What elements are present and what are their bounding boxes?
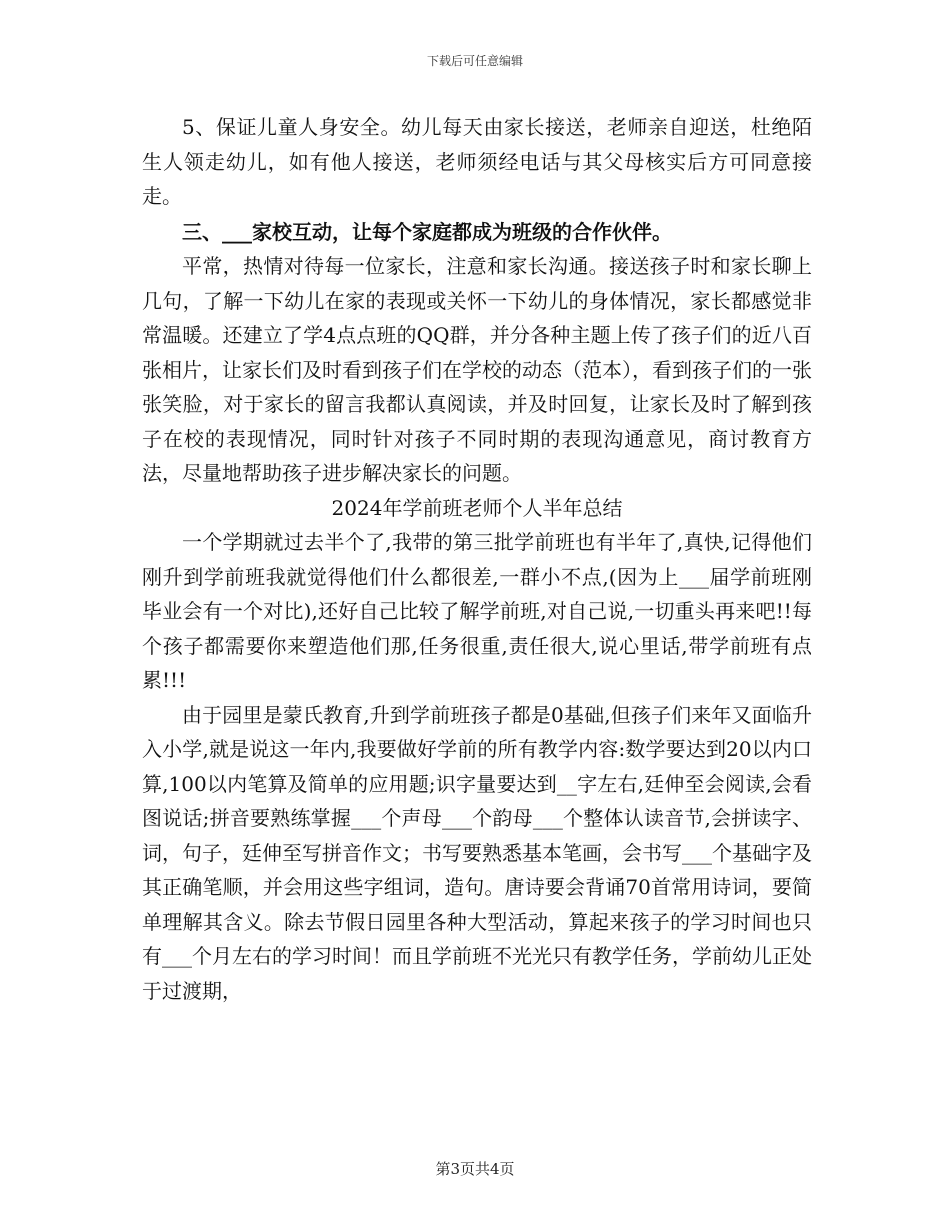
document-body — [142, 110, 812, 1008]
paragraph-parent-communication: 平常，热情对待每一位家长，注意和家长沟通。接送孩子时和家长聊上几句，了解一下幼儿在家的表现或关怀一下幼儿的身体情况，家长都感觉非常温暖。还建立了学4点点班的QQ群，并分各种主题上传了孩子们的近八百张相片，让家长们及时看到孩子们在学校的动态（范本），看到孩子们的一张张笑脸，对于家长的留言我都认真阅读，并及时回复，让家长及时了解到孩子在校的表现情况，同时针对孩子不同时期的表现沟通意见，商讨教育方法，尽量地帮助孩子进步解决家长的问题。 — [142, 254, 812, 485]
paragraph-semester-intro: 一个学期就过去半个了,我带的第三批学前班也有半年了,真快,记得他们刚升到学前班我就觉得他们什么都很差,一群小不点,(因为上___届学前班刚毕业会有一个对比),还好自己比较了解学前班,对自己说,一切重头再来吧!!每个孩子都需要你来塑造他们那,任务很重,责任很大,说心里话,带学前班有点累!!! — [142, 530, 812, 692]
paragraph-safety: 5、保证儿童人身安全。幼儿每天由家长接送，老师亲自迎送，杜绝陌生人领走幼儿，如有他人接送，老师须经电话与其父母核实后方可同意接走。 — [142, 115, 812, 208]
paragraph-teaching-content: 由于园里是蒙氏教育,升到学前班孩子都是0基础,但孩子们来年又面临升入小学,就是说这一年内,我要做好学前的所有教学内容:数学要达到20以内口算,100以内笔算及简单的应用题;识字量要达到__字左右,廷伸至会阅读,会看图说话;拼音要熟练掌握___个声母___个韵母___个整体认读音节,会拼读字、词，句子，廷伸至写拼音作文；书写要熟悉基本笔画，会书写___个基础字及其正确笔顺，并会用这些字组词，造句。唐诗要会背诵70首常用诗词，要简单理解其含义。除去节假日园里各种大型活动，算起来孩子的学习时间也只有___个月左右的学习时间！而且学前班不光光只有教学任务，学前幼儿正处于过渡期， — [142, 702, 812, 1003]
section-heading-home-school: 三、___家校互动，让每个家庭都成为班级的合作伙伴。 — [182, 219, 672, 244]
document-title: 2024年学前班老师个人半年总结 — [331, 495, 623, 520]
page-header: 下载后可任意编辑 — [426, 54, 523, 68]
page-footer: 第3页共4页 — [435, 1160, 515, 1178]
